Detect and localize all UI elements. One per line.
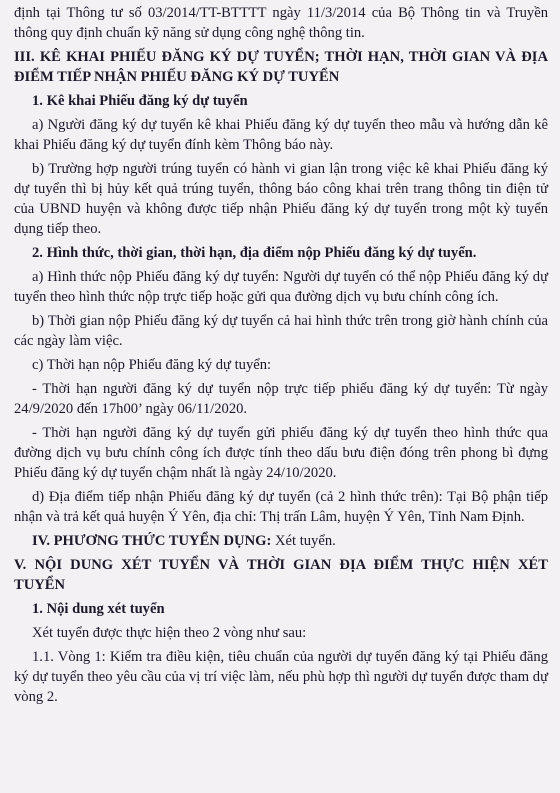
section-iv-method: Xét tuyển. xyxy=(271,533,336,549)
paragraph-iii-2c-2: - Thời hạn người đăng ký dự tuyển gửi phiếu đăng ký dự tuyển theo hình thức qua đường dịch vụ bưu chính công ích được tính theo dấu bưu điện đóng trên phong bì đựng Phiếu đăng ký dự tuyển chậm nhất là ngày 24/10/2020. xyxy=(14,425,548,481)
paragraph-iii-2b: b) Thời gian nộp Phiếu đăng ký dự tuyển cả hai hình thức trên trong giờ hành chính của các ngày làm việc. xyxy=(14,313,548,349)
paragraph-iii-2d: d) Địa điểm tiếp nhận Phiếu đăng ký dự tuyển (cả 2 hình thức trên): Tại Bộ phận tiếp nhận và trả kết quả huyện Ý Yên, địa chỉ: Thị trấn Lâm, huyện Ý Yên, Tỉnh Nam Định. xyxy=(14,489,548,525)
subheading-iii-2: 2. Hình thức, thời gian, thời hạn, địa điểm nộp Phiếu đăng ký dự tuyển. xyxy=(32,245,477,261)
paragraph-v-1: Xét tuyển được thực hiện theo 2 vòng như sau: xyxy=(32,625,307,641)
paragraph-iii-2c: c) Thời hạn nộp Phiếu đăng ký dự tuyển: xyxy=(32,357,272,373)
paragraph-iii-2a: a) Hình thức nộp Phiếu đăng ký dự tuyển: Người dự tuyển có thể nộp Phiếu đăng ký dự tuyển theo hình thức nộp trực tiếp hoặc gửi qua đường dịch vụ bưu chính công ích. xyxy=(14,269,548,305)
paragraph-iii-1a: a) Người đăng ký dự tuyển kê khai Phiếu đăng ký dự tuyển theo mẫu và hướng dẫn kê khai Phiếu đăng ký dự tuyển đính kèm Thông báo này. xyxy=(14,117,548,153)
section-heading-v: V. NỘI DUNG XÉT TUYỂN VÀ THỜI GIAN ĐỊA ĐIỂM THỰC HIỆN XÉT TUYỂN xyxy=(14,557,548,593)
subheading-iii-1: 1. Kê khai Phiếu đăng ký dự tuyển xyxy=(32,93,248,109)
subheading-v-1: 1. Nội dung xét tuyển xyxy=(32,601,165,617)
paragraph-iii-2c-1: - Thời hạn người đăng ký dự tuyển nộp trực tiếp phiếu đăng ký dự tuyển: Từ ngày 24/9/2020 đến 17h00’ ngày 06/11/2020. xyxy=(14,381,548,417)
section-heading-iii: III. KÊ KHAI PHIẾU ĐĂNG KÝ DỰ TUYỂN; THỜI HẠN, THỜI GIAN VÀ ĐỊA ĐIỂM TIẾP NHẬN PHIẾU ĐĂNG KÝ DỰ TUYỂN xyxy=(14,49,548,85)
section-iv xyxy=(14,531,548,551)
section-heading-iv: IV. PHƯƠNG THỨC TUYỂN DỤNG: xyxy=(32,533,272,549)
paragraph-iii-1b: b) Trường hợp người trúng tuyển có hành vi gian lận trong việc kê khai Phiếu đăng ký dự tuyển thì bị hủy kết quả trúng tuyển, thông báo công khai trên trang thông tin điện tử của UBND huyện và không được tiếp nhận Phiếu đăng ký dự tuyển trong một kỳ tuyển dụng tiếp theo. xyxy=(14,161,548,237)
paragraph-intro: định tại Thông tư số 03/2014/TT-BTTTT ngày 11/3/2014 của Bộ Thông tin và Truyền thông quy định chuẩn kỹ năng sử dụng công nghệ thông tin. xyxy=(14,5,548,41)
paragraph-v-1-1: 1.1. Vòng 1: Kiểm tra điều kiện, tiêu chuẩn của người dự tuyển đăng ký tại Phiếu đăng ký dự tuyển theo yêu cầu của vị trí việc làm, nếu phù hợp thì người dự tuyển được tham dự vòng 2. xyxy=(14,649,548,705)
